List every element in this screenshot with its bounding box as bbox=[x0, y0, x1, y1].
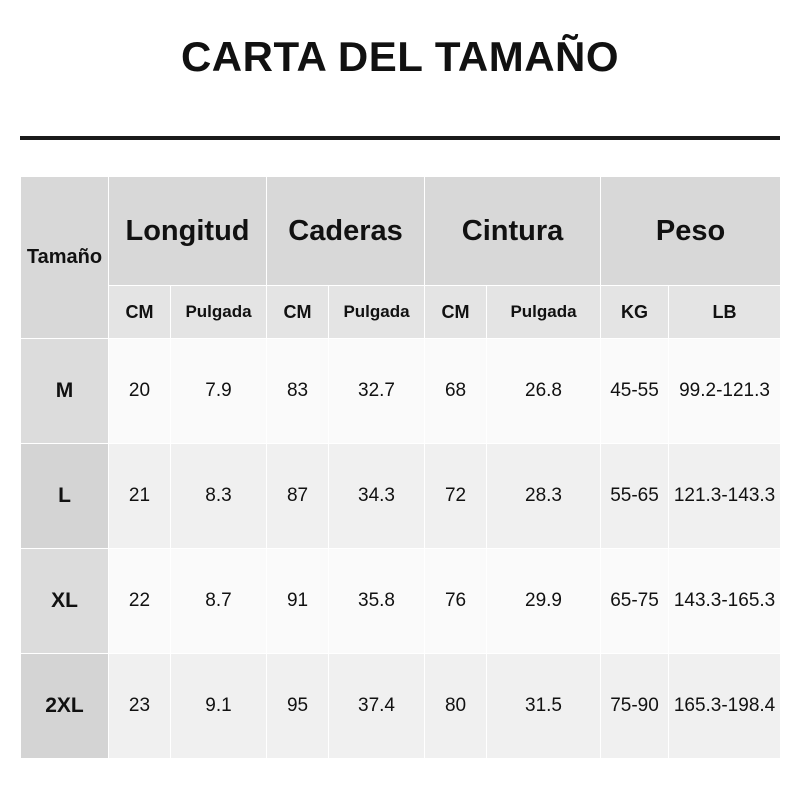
cell-length-cm: 20 bbox=[109, 339, 171, 444]
header-hips-inch: Pulgada bbox=[329, 286, 425, 339]
cell-size: L bbox=[21, 444, 109, 549]
cell-waist-inch: 28.3 bbox=[487, 444, 601, 549]
table-row bbox=[21, 654, 781, 759]
header-weight: Peso bbox=[601, 177, 781, 286]
table-header-units bbox=[21, 286, 781, 339]
cell-size: M bbox=[21, 339, 109, 444]
cell-waist-inch: 31.5 bbox=[487, 654, 601, 759]
cell-hips-inch: 32.7 bbox=[329, 339, 425, 444]
cell-hips-inch: 34.3 bbox=[329, 444, 425, 549]
cell-hips-inch: 35.8 bbox=[329, 549, 425, 654]
page-title: CARTA DEL TAMAÑO bbox=[180, 33, 620, 80]
header-size: Tamaño bbox=[21, 177, 109, 339]
cell-waist-inch: 26.8 bbox=[487, 339, 601, 444]
cell-weight-kg: 45-55 bbox=[601, 339, 669, 444]
cell-length-inch: 8.7 bbox=[171, 549, 267, 654]
cell-hips-cm: 91 bbox=[267, 549, 329, 654]
cell-weight-kg: 55-65 bbox=[601, 444, 669, 549]
cell-length-cm: 23 bbox=[109, 654, 171, 759]
header-hips: Caderas bbox=[267, 177, 425, 286]
cell-weight-lb: 143.3-165.3 bbox=[669, 549, 781, 654]
cell-waist-cm: 80 bbox=[425, 654, 487, 759]
table-row bbox=[21, 444, 781, 549]
cell-hips-cm: 83 bbox=[267, 339, 329, 444]
size-chart-table bbox=[20, 176, 781, 759]
cell-hips-cm: 87 bbox=[267, 444, 329, 549]
cell-hips-inch: 37.4 bbox=[329, 654, 425, 759]
cell-weight-lb: 121.3-143.3 bbox=[669, 444, 781, 549]
cell-length-cm: 21 bbox=[109, 444, 171, 549]
cell-hips-cm: 95 bbox=[267, 654, 329, 759]
cell-weight-kg: 65-75 bbox=[601, 549, 669, 654]
table-header-groups bbox=[21, 177, 781, 286]
size-chart-table-wrapper bbox=[20, 176, 780, 759]
cell-length-inch: 8.3 bbox=[171, 444, 267, 549]
title-divider bbox=[20, 136, 780, 140]
header-waist-cm: CM bbox=[425, 286, 487, 339]
cell-weight-lb: 165.3-198.4 bbox=[669, 654, 781, 759]
table-row bbox=[21, 549, 781, 654]
cell-length-cm: 22 bbox=[109, 549, 171, 654]
cell-waist-inch: 29.9 bbox=[487, 549, 601, 654]
cell-waist-cm: 68 bbox=[425, 339, 487, 444]
header-hips-cm: CM bbox=[267, 286, 329, 339]
header-waist: Cintura bbox=[425, 177, 601, 286]
cell-size: 2XL bbox=[21, 654, 109, 759]
cell-weight-lb: 99.2-121.3 bbox=[669, 339, 781, 444]
cell-waist-cm: 72 bbox=[425, 444, 487, 549]
cell-length-inch: 7.9 bbox=[171, 339, 267, 444]
header-weight-kg: KG bbox=[601, 286, 669, 339]
header-weight-lb: LB bbox=[669, 286, 781, 339]
table-row bbox=[21, 339, 781, 444]
header-length-inch: Pulgada bbox=[171, 286, 267, 339]
cell-weight-kg: 75-90 bbox=[601, 654, 669, 759]
header-length: Longitud bbox=[109, 177, 267, 286]
cell-waist-cm: 76 bbox=[425, 549, 487, 654]
header-waist-inch: Pulgada bbox=[487, 286, 601, 339]
cell-length-inch: 9.1 bbox=[171, 654, 267, 759]
cell-size: XL bbox=[21, 549, 109, 654]
header-length-cm: CM bbox=[109, 286, 171, 339]
